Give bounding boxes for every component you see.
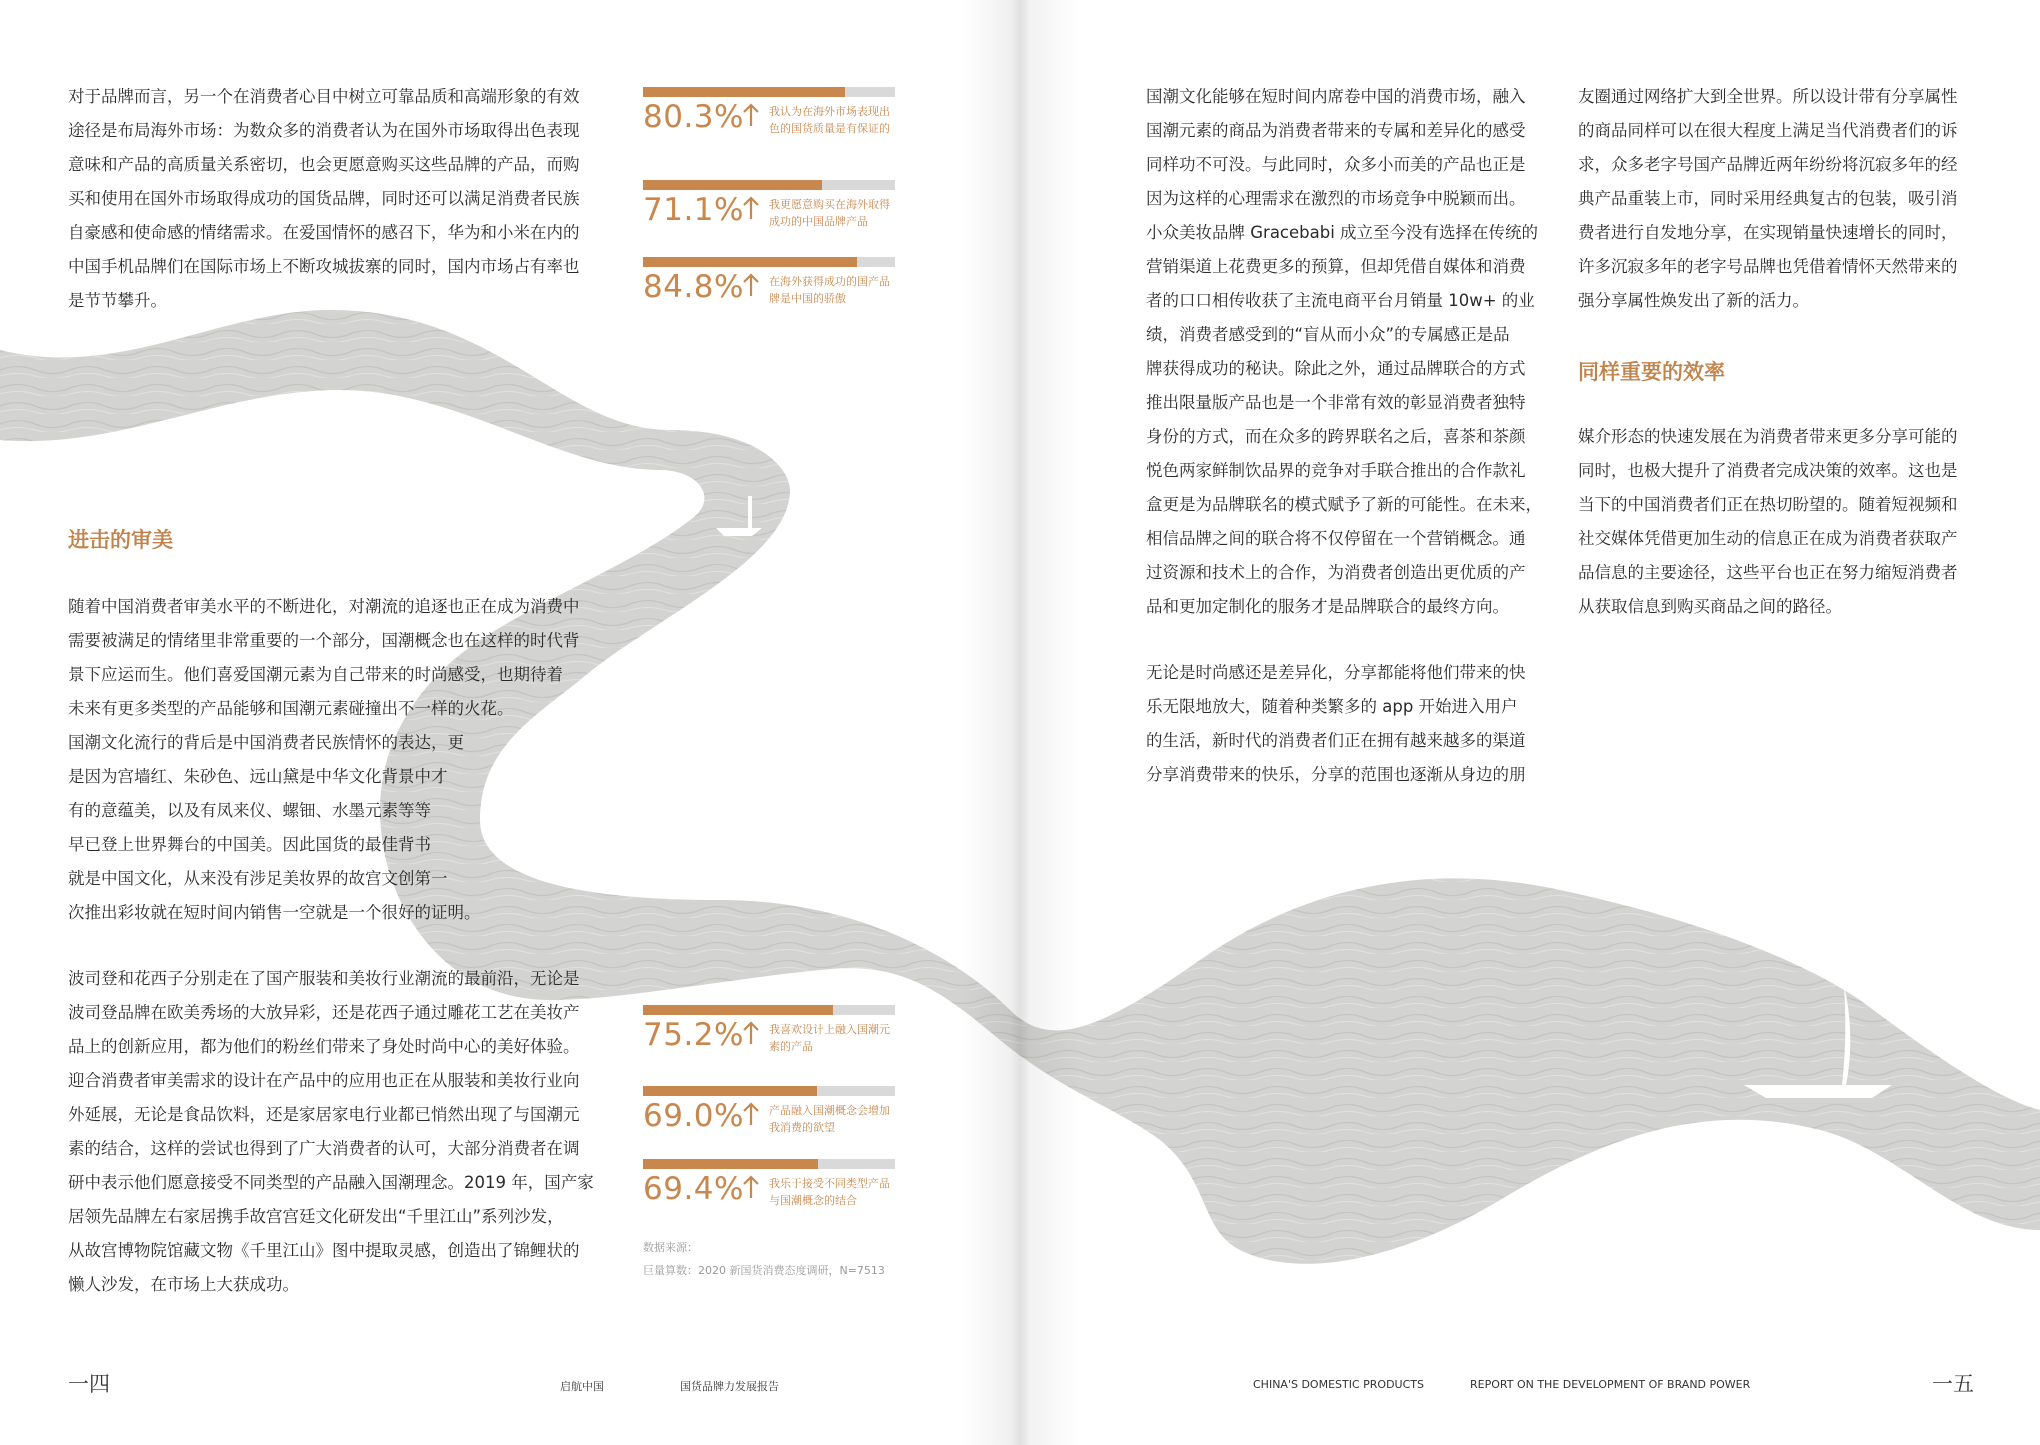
footer-left-subtitle: 国货品牌力发展报告 <box>680 1380 779 1393</box>
stat-label: 产品融入国潮概念会增加我消费的欲望 <box>769 1104 890 1134</box>
text-line: 从故宫博物院馆藏文物《千里江山》图中提取灵感，创造出了锦鲤状的 <box>68 1241 580 1260</box>
text-line: 者的口口相传收获了主流电商平台月销量 10w+ 的业 <box>1146 291 1535 310</box>
stat-percent: 75.2% <box>643 1017 744 1053</box>
text-line: 同样功不可没。与此同时，众多小而美的产品也正是 <box>1146 155 1526 174</box>
stat-bar-track <box>643 1005 895 1015</box>
text-line: 未来有更多类型的产品能够和国潮元素碰撞出不一样的火花。 <box>68 699 514 718</box>
text-line: 相信品牌之间的联合将不仅停留在一个营销概念。通 <box>1146 529 1526 548</box>
text-line: 品和更加定制化的服务才是品牌联合的最终方向。 <box>1146 597 1509 616</box>
up-arrow-icon <box>741 1101 761 1127</box>
up-arrow-icon <box>741 1020 761 1046</box>
stat-label: 我更愿意购买在海外取得成功的中国品牌产品 <box>769 198 890 228</box>
text-line: 小众美妆品牌 Gracebabi 成立至今没有选择在传统的 <box>1146 223 1539 242</box>
stat-bar-track <box>643 87 895 97</box>
stat-bar-fill <box>643 1159 818 1169</box>
up-arrow-icon <box>741 195 761 221</box>
stat-bar-fill <box>643 87 845 97</box>
stat-label: 在海外获得成功的国产品牌是中国的骄傲 <box>769 275 890 305</box>
text-line: 懒人沙发，在市场上大获成功。 <box>68 1275 299 1294</box>
text-line: 社交媒体凭借更加生动的信息正在成为消费者获取产 <box>1578 529 1958 548</box>
text-line: 随着中国消费者审美水平的不断进化，对潮流的追逐也正在成为消费中 <box>68 597 580 616</box>
stat-item <box>643 1005 895 1065</box>
text-line: 居领先品牌左右家居携手故宫宫廷文化研发出“千里江山”系列沙发， <box>68 1207 564 1226</box>
up-arrow-icon <box>741 272 761 298</box>
text-line: 素的结合，这样的尝试也得到了广大消费者的认可，大部分消费者在调 <box>68 1139 580 1158</box>
text-line: 过资源和技术上的合作，为消费者创造出更优质的产 <box>1146 563 1526 582</box>
text-line: 中国手机品牌们在国际市场上不断攻城拔寨的同时，国内市场占有率也 <box>68 257 580 276</box>
right-column-2-paragraph-1 <box>1578 80 1958 318</box>
text-line: 品信息的主要途径，这些平台也正在努力缩短消费者 <box>1578 563 1958 582</box>
footer-right-title: CHINA'S DOMESTIC PRODUCTS <box>1253 1378 1424 1391</box>
section-heading-aesthetics: 进击的审美 <box>68 527 173 552</box>
left-body-paragraph-2 <box>68 962 594 1302</box>
text-line: 绩，消费者感受到的“盲从而小众”的专属感正是品 <box>1146 325 1510 344</box>
text-line: 求，众多老字号国产品牌近两年纷纷将沉寂多年的经 <box>1578 155 1958 174</box>
stat-percent: 80.3% <box>643 99 744 135</box>
text-line: 迎合消费者审美需求的设计在产品中的应用也正在从服装和美妆行业向 <box>68 1071 580 1090</box>
up-arrow-icon <box>741 1174 761 1200</box>
text-line: 悦色两家鲜制饮品界的竞争对手联合推出的合作款礼 <box>1146 461 1526 480</box>
text-line: 次推出彩妆就在短时间内销售一空就是一个很好的证明。 <box>68 903 481 922</box>
text-line: 就是中国文化，从来没有涉足美妆界的故宫文创第一 <box>68 869 448 888</box>
stat-bar-fill <box>643 257 857 267</box>
page-number-right: 一五 <box>1932 1372 1974 1396</box>
text-line: 身份的方式，而在众多的跨界联名之后，喜茶和茶颜 <box>1146 427 1526 446</box>
text-line: 对于品牌而言，另一个在消费者心目中树立可靠品质和高端形象的有效 <box>68 87 580 106</box>
stat-percent: 71.1% <box>643 192 744 228</box>
text-line: 牌获得成功的秘诀。除此之外，通过品牌联合的方式 <box>1146 359 1526 378</box>
text-line: 推出限量版产品也是一个非常有效的彰显消费者独特 <box>1146 393 1526 412</box>
text-line: 媒介形态的快速发展在为消费者带来更多分享可能的 <box>1578 427 1958 446</box>
page-number-left: 一四 <box>68 1372 110 1396</box>
right-column-2-paragraph-2 <box>1578 420 1958 624</box>
text-line: 需要被满足的情绪里非常重要的一个部分，国潮概念也在这样的时代背 <box>68 631 580 650</box>
text-line: 分享消费带来的快乐，分享的范围也逐渐从身边的朋 <box>1146 765 1526 784</box>
stat-label: 我喜欢设计上融入国潮元素的产品 <box>769 1023 890 1053</box>
text-line: 当下的中国消费者们正在热切盼望的。随着短视频和 <box>1578 495 1958 514</box>
text-line: 波司登品牌在欧美秀场的大放异彩，还是花西子通过雕花工艺在美妆产 <box>68 1003 580 1022</box>
text-line: 许多沉寂多年的老字号品牌也凭借着情怀天然带来的 <box>1578 257 1958 276</box>
text-line: 自豪感和使命感的情绪需求。在爱国情怀的感召下，华为和小米在内的 <box>68 223 580 242</box>
text-line: 品上的创新应用，都为他们的粉丝们带来了身处时尚中心的美好体验。 <box>68 1037 580 1056</box>
stat-percent: 69.0% <box>643 1098 744 1134</box>
section-heading-efficiency: 同样重要的效率 <box>1578 359 1725 384</box>
data-source-text: 巨量算数：2020 新国货消费态度调研，N=7513 <box>643 1264 885 1277</box>
text-line: 典产品重装上市，同时采用经典复古的包装，吸引消 <box>1578 189 1958 208</box>
text-line: 从获取信息到购买商品之间的路径。 <box>1578 597 1842 616</box>
stat-label: 我认为在海外市场表现出色的国货质量是有保证的 <box>769 105 890 135</box>
text-line: 盒更是为品牌联名的模式赋予了新的可能性。在未来， <box>1146 495 1542 514</box>
text-line: 国潮元素的商品为消费者带来的专属和差异化的感受 <box>1146 121 1526 140</box>
text-line: 早已登上世界舞台的中国美。因此国货的最佳背书 <box>68 835 431 854</box>
text-line: 意味和产品的高质量关系密切，也会更愿意购买这些品牌的产品，而购 <box>68 155 580 174</box>
text-line: 营销渠道上花费更多的预算，但却凭借自媒体和消费 <box>1146 257 1526 276</box>
text-line: 途径是布局海外市场：为数众多的消费者认为在国外市场取得出色表现 <box>68 121 580 140</box>
footer-left-title: 启航中国 <box>560 1380 604 1393</box>
stat-item <box>643 87 895 147</box>
left-intro-paragraph <box>68 80 580 318</box>
up-arrow-icon <box>741 102 761 128</box>
stat-percent: 84.8% <box>643 269 744 305</box>
text-line: 费者进行自发地分享，在实现销量快速增长的同时， <box>1578 223 1958 242</box>
text-line: 外延展，无论是食品饮料，还是家居家电行业都已悄然出现了与国潮元 <box>68 1105 580 1124</box>
data-source-title: 数据来源： <box>643 1241 698 1254</box>
stat-percent: 69.4% <box>643 1171 744 1207</box>
footer-right-subtitle: REPORT ON THE DEVELOPMENT OF BRAND POWER <box>1470 1378 1751 1391</box>
text-line: 的商品同样可以在很大程度上满足当代消费者们的诉 <box>1578 121 1958 140</box>
text-line: 国潮文化流行的背后是中国消费者民族情怀的表达，更 <box>68 733 464 752</box>
right-column-1-paragraph-2 <box>1146 656 1526 792</box>
stat-item <box>643 1086 895 1146</box>
text-line: 买和使用在国外市场取得成功的国货品牌，同时还可以满足消费者民族 <box>68 189 580 208</box>
text-line: 是节节攀升。 <box>68 291 167 310</box>
text-line: 因为这样的心理需求在激烈的市场竞争中脱颖而出。 <box>1146 189 1526 208</box>
stat-item <box>643 257 895 317</box>
text-line: 的生活，新时代的消费者们正在拥有越来越多的渠道 <box>1146 731 1526 750</box>
stat-bar-fill <box>643 180 822 190</box>
right-column-1-paragraph-1 <box>1146 80 1542 624</box>
stat-bar-track <box>643 180 895 190</box>
text-line: 强分享属性焕发出了新的活力。 <box>1578 291 1809 310</box>
stat-item <box>643 180 895 240</box>
text-line: 研中表示他们愿意接受不同类型的产品融入国潮理念。2019 年，国产家 <box>68 1173 594 1192</box>
stat-item <box>643 1159 895 1219</box>
text-line: 波司登和花西子分别走在了国产服装和美妆行业潮流的最前沿，无论是 <box>68 969 580 988</box>
stat-label: 我乐于接受不同类型产品与国潮概念的结合 <box>769 1177 890 1207</box>
text-line: 景下应运而生。他们喜爱国潮元素为自己带来的时尚感受，也期待着 <box>68 665 563 684</box>
text-line: 有的意蕴美，以及有凤来仪、螺钿、水墨元素等等 <box>68 801 431 820</box>
text-line: 是因为宫墙红、朱砂色、远山黛是中华文化背景中才 <box>68 767 448 786</box>
page-fold-shadow <box>960 0 1080 1445</box>
stat-bar-track <box>643 257 895 267</box>
text-line: 乐无限地放大，随着种类繁多的 app 开始进入用户 <box>1146 697 1518 716</box>
stat-bar-fill <box>643 1086 817 1096</box>
stat-bar-track <box>643 1086 895 1096</box>
stat-bar-track <box>643 1159 895 1169</box>
text-line: 无论是时尚感还是差异化，分享都能将他们带来的快 <box>1146 663 1526 682</box>
text-line: 国潮文化能够在短时间内席卷中国的消费市场，融入 <box>1146 87 1526 106</box>
left-body-paragraph-1 <box>68 590 580 930</box>
stat-bar-fill <box>643 1005 833 1015</box>
text-line: 友圈通过网络扩大到全世界。所以设计带有分享属性 <box>1578 87 1958 106</box>
text-line: 同时，也极大提升了消费者完成决策的效率。这也是 <box>1578 461 1958 480</box>
